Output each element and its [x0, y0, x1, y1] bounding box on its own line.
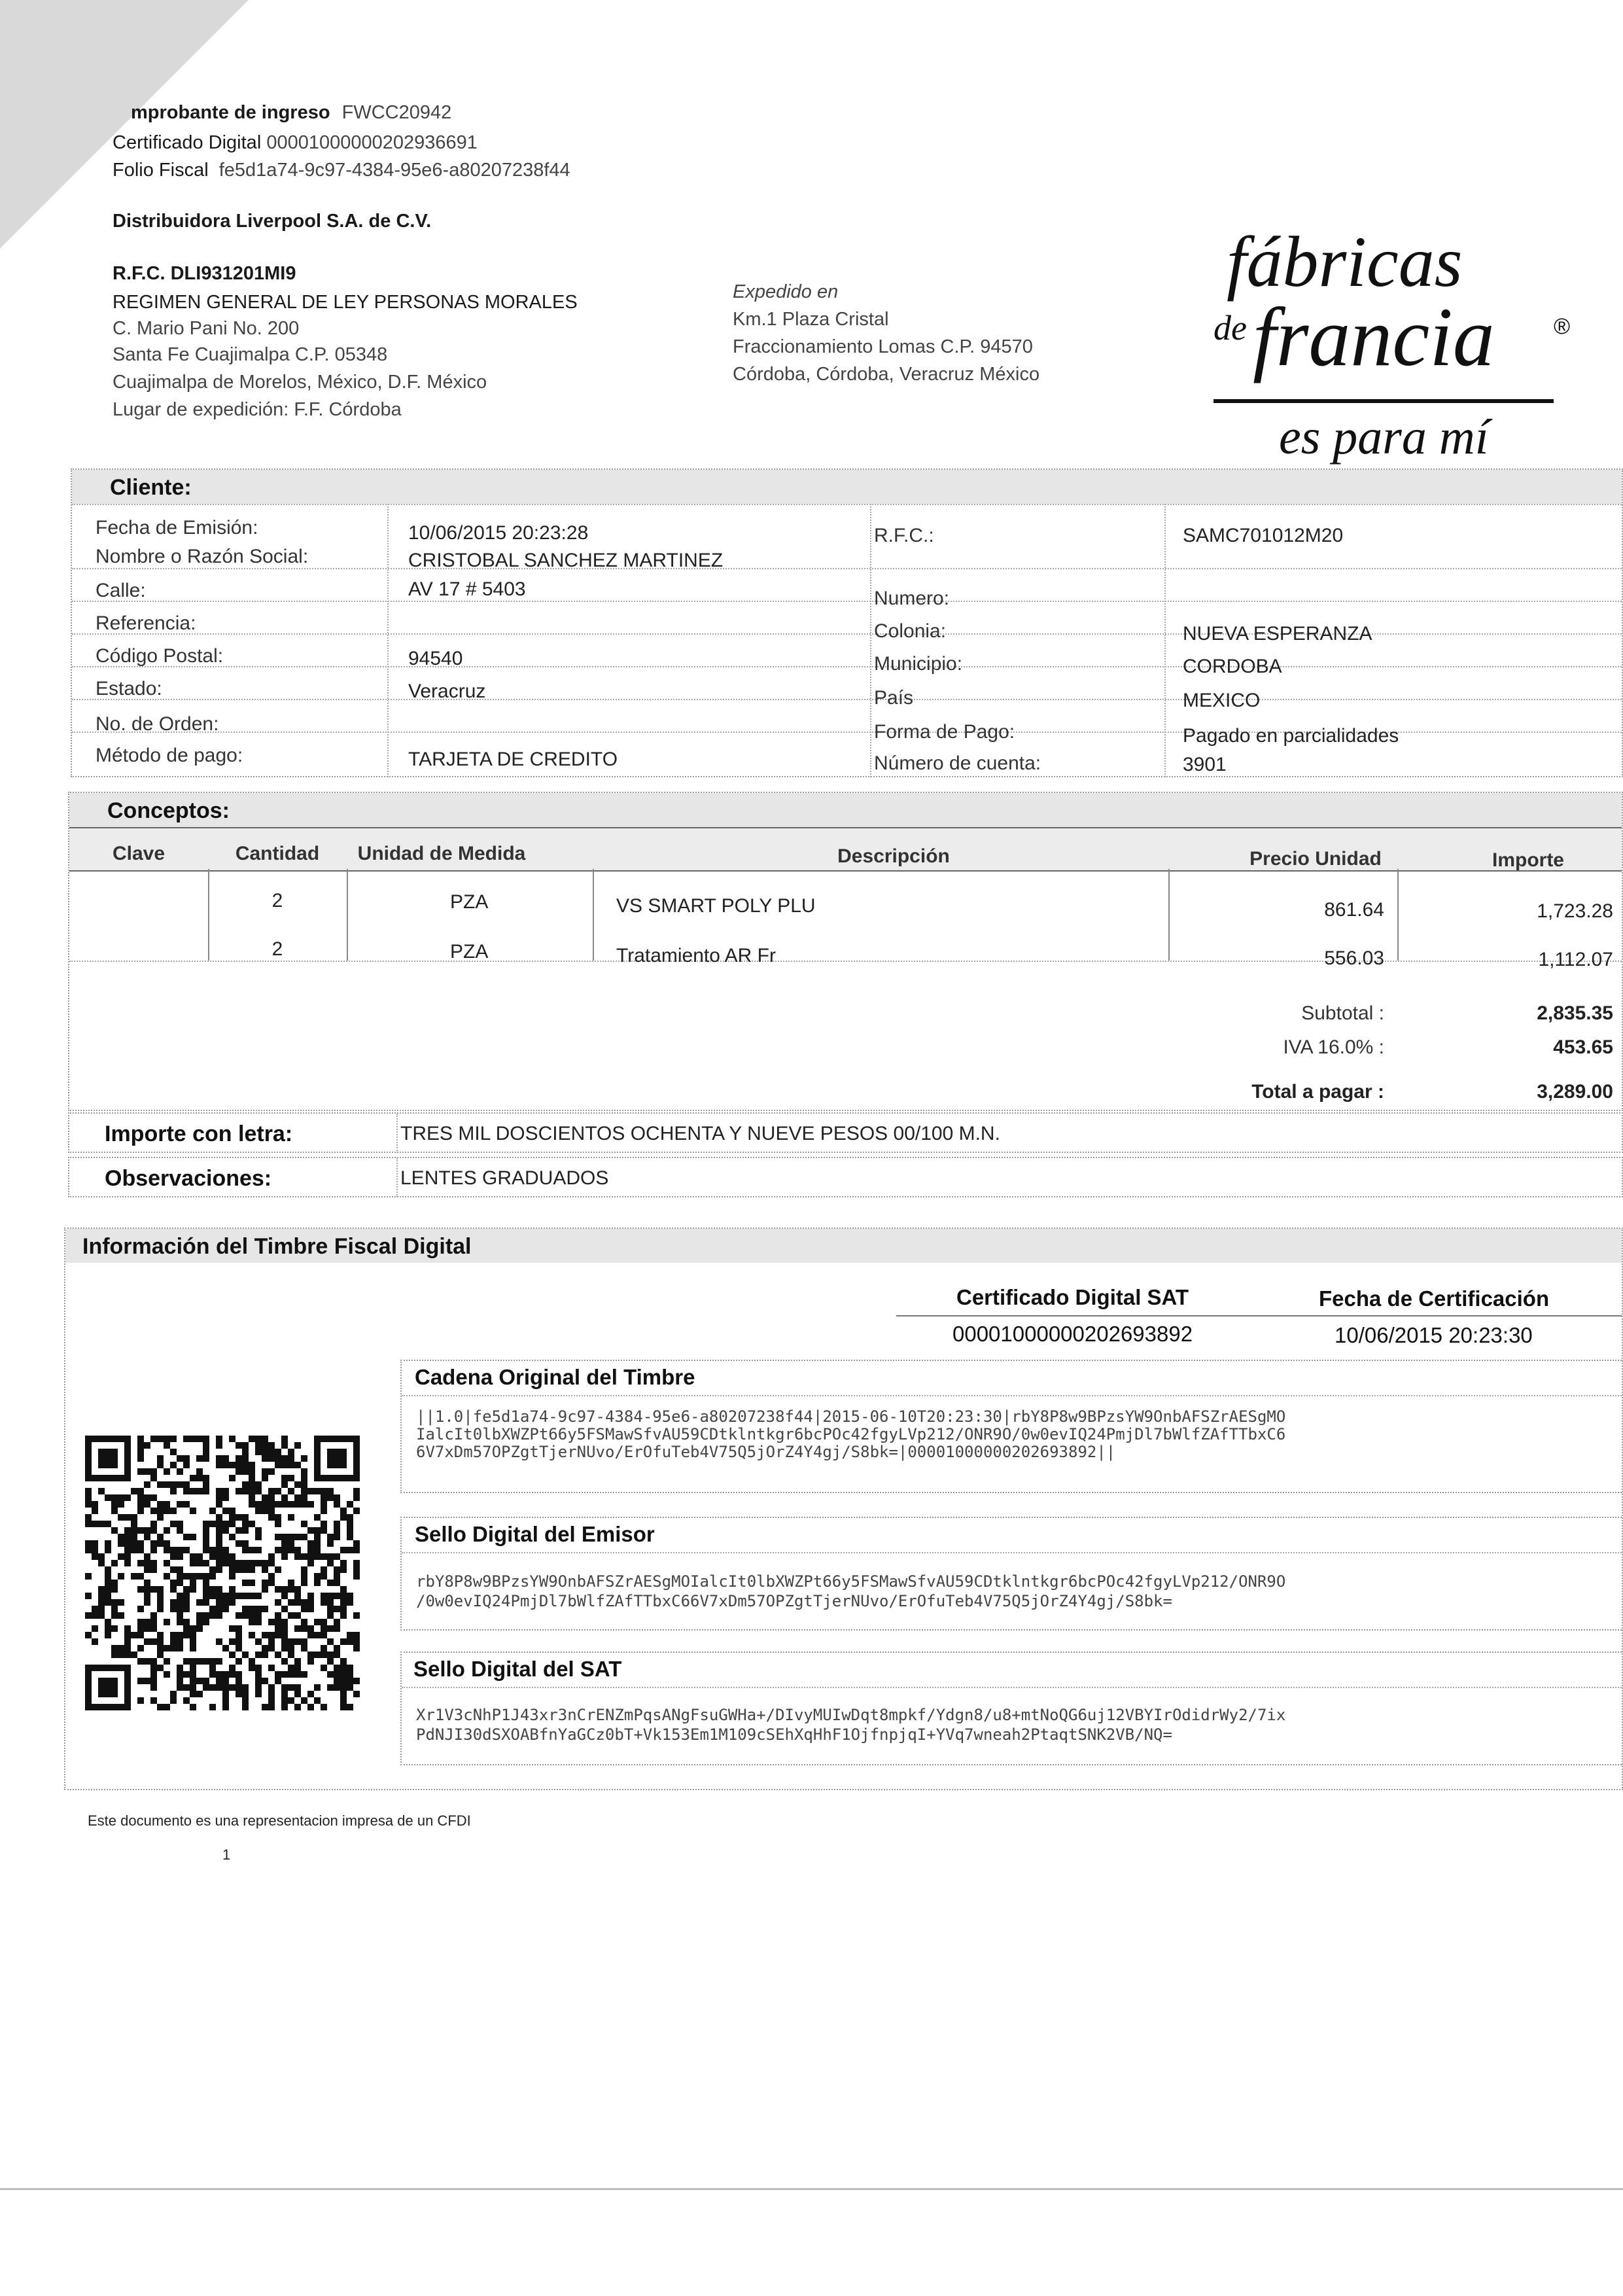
iva-value: 453.65 — [1553, 1036, 1613, 1058]
cliente-header — [72, 470, 1622, 504]
emisor-address-3: Cuajimalpa de Morelos, México, D.F. México — [113, 372, 487, 393]
folio-line — [113, 158, 570, 182]
iva-label: IVA 16.0% : — [1283, 1036, 1384, 1058]
cliente-title: Cliente: — [110, 475, 192, 500]
concepto-2-importe: 1,112.07 — [1538, 949, 1613, 970]
sello-emisor-line-1: rbY8P8w9BPzsYW9OnbAFSZrAESgMOIalcIt0lbXWZPt66y5FSMawSfvAU59CDtklntkgr6bcPOc42fgyLVp212/ONR9O — [416, 1573, 1286, 1591]
municipio-label: Municipio: — [874, 653, 963, 675]
razon-social-value: CRISTOBAL SANCHEZ MARTINEZ — [408, 550, 724, 571]
divider — [72, 504, 1622, 505]
no-orden-label: No. de Orden: — [96, 713, 219, 735]
cadena-original-line-2: IalcIt0lbXWZPt66y5FSMawSfvAU59CDtklntkgr6bcPOc42fgyLVp212/ONR9O/0w0evIQ24PmjDl7bWlfZAfTTbxC6 — [416, 1426, 1286, 1443]
conceptos-header — [69, 793, 1622, 827]
expedido-title: Expedido en — [733, 281, 839, 302]
divider — [402, 1687, 1622, 1688]
divider — [402, 1395, 1622, 1396]
timbre-section — [64, 1227, 1623, 1790]
pais-value: MEXICO — [1183, 690, 1261, 711]
divider — [72, 666, 1622, 667]
divider — [896, 1315, 1622, 1316]
divider — [347, 869, 348, 961]
estado-label: Estado: — [96, 678, 162, 699]
rfc-cliente-value: SAMC701012M20 — [1183, 525, 1344, 546]
divider — [593, 869, 594, 961]
importe-letra-value: TRES MIL DOSCIENTOS OCHENTA Y NUEVE PESOS 00/100 M.N. — [400, 1123, 1000, 1144]
subtotal-value: 2,835.35 — [1537, 1002, 1613, 1024]
emisor-regimen: REGIMEN GENERAL DE LEY PERSONAS MORALES — [113, 292, 578, 313]
expedido-line-3: Córdoba, Córdoba, Veracruz México — [733, 364, 1040, 385]
concepto-1-cantidad: 2 — [271, 890, 283, 911]
sello-emisor-title: Sello Digital del Emisor — [415, 1522, 655, 1546]
numero-cuenta-value: 3901 — [1183, 754, 1227, 775]
forma-pago-value: Pagado en parcialidades — [1183, 725, 1399, 747]
fecha-emision-label: Fecha de Emisión: — [96, 517, 258, 539]
rfc-cliente-label: R.F.C.: — [874, 525, 934, 546]
importe-letra-label: Importe con letra: — [105, 1122, 293, 1146]
fabricas-de-francia-logo — [1213, 222, 1580, 478]
numero-cuenta-label: Número de cuenta: — [874, 752, 1041, 774]
logo-fabricas: fábricas — [1227, 222, 1463, 302]
qr-code — [85, 1436, 360, 1710]
fecha-cert-label: Fecha de Certificación — [1319, 1286, 1550, 1311]
codigo-postal-value: 94540 — [408, 648, 463, 669]
concepto-1-descripcion: VS SMART POLY PLU — [616, 895, 816, 917]
sello-emisor-line-2: /0w0evIQ24PmjDl7bWlfZAfTTbxC66V7xDm57OPZgtTjerNUvo/ErOfuTeb4V75Q5jOrZ4Y4gj/S8bk= — [416, 1593, 1172, 1610]
divider — [402, 1552, 1622, 1553]
conceptos-title: Conceptos: — [107, 798, 230, 823]
cadena-original-line-3: 6V7xDm57OPZgtTjerNUvo/ErOfuTeb4V75Q5jOrZ4Y4gj/S8bk=|00001000000202693892|| — [416, 1443, 1116, 1461]
colonia-value: NUEVA ESPERANZA — [1183, 623, 1372, 645]
concepto-1-unidad: PZA — [450, 891, 489, 913]
page-number: 1 — [222, 1846, 231, 1863]
expedido-line-1: Km.1 Plaza Cristal — [733, 309, 889, 330]
fecha-cert-value: 10/06/2015 20:23:30 — [1335, 1323, 1533, 1347]
col-importe: Importe — [1492, 849, 1564, 871]
divider — [72, 633, 1622, 635]
timbre-title: Información del Timbre Fiscal Digital — [82, 1234, 472, 1259]
emisor-address-1: C. Mario Pani No. 200 — [113, 318, 300, 339]
logo-francia: francia — [1253, 291, 1495, 383]
cert-sat-value: 00001000000202693892 — [952, 1322, 1193, 1346]
company-name: Distribuidora Liverpool S.A. de C.V. — [113, 211, 432, 232]
lugar-expedicion: Lugar de expedición: F.F. Córdoba — [113, 399, 402, 420]
col-cantidad: Cantidad — [235, 843, 320, 864]
concepto-1-importe: 1,723.28 — [1537, 900, 1613, 922]
divider — [1168, 869, 1170, 961]
conceptos-section — [68, 792, 1623, 1111]
sello-emisor-box — [400, 1517, 1622, 1631]
comprobante-value: FWCC20942 — [341, 102, 452, 123]
concepto-2-cantidad: 2 — [271, 938, 283, 960]
col-unidad: Unidad de Medida — [357, 843, 526, 864]
observaciones-row — [68, 1157, 1623, 1197]
divider — [870, 504, 871, 777]
col-clave: Clave — [112, 843, 166, 864]
fecha-emision-value: 10/06/2015 20:23:28 — [408, 522, 589, 544]
logo-tagline: es para mí — [1279, 410, 1489, 465]
calle-value: AV 17 # 5403 — [408, 578, 526, 600]
cadena-original-box — [400, 1360, 1622, 1493]
logo-registered: ® — [1554, 314, 1571, 339]
divider — [396, 1158, 398, 1197]
divider — [396, 1114, 398, 1153]
cliente-section — [71, 468, 1623, 777]
emisor-rfc: R.F.C. DLI931201MI9 — [113, 263, 296, 284]
comprobante-line — [131, 101, 451, 124]
divider — [1397, 869, 1399, 961]
divider — [72, 699, 1622, 700]
emisor-address-2: Santa Fe Cuajimalpa C.P. 05348 — [113, 344, 388, 365]
calle-label: Calle: — [96, 580, 146, 601]
certificado-label: Certificado Digital — [113, 132, 262, 153]
folio-value: fe5d1a74-9c97-4384-95e6-a80207238f44 — [218, 160, 570, 181]
folio-label: Folio Fiscal — [113, 160, 209, 181]
divider — [72, 601, 1622, 602]
comprobante-label: mprobante de ingreso — [131, 102, 330, 123]
logo-de: de — [1213, 308, 1247, 347]
concepto-2-precio: 556.03 — [1324, 947, 1384, 969]
importe-letra-row — [68, 1112, 1623, 1153]
pais-label: País — [874, 687, 914, 709]
razon-social-label: Nombre o Razón Social: — [96, 546, 309, 567]
divider — [1164, 504, 1166, 777]
divider — [72, 568, 1622, 569]
total-label: Total a pagar : — [1251, 1081, 1384, 1103]
col-descripcion: Descripción — [837, 845, 950, 867]
col-precio-unidad: Precio Unidad — [1249, 848, 1382, 870]
certificado-value: 00001000000202936691 — [266, 132, 478, 153]
metodo-pago-value: TARJETA DE CREDITO — [408, 749, 618, 770]
logo-rule — [1213, 399, 1554, 403]
expedido-line-2: Fraccionamiento Lomas C.P. 94570 — [733, 336, 1033, 357]
metodo-pago-label: Método de pago: — [96, 745, 243, 766]
sello-sat-title: Sello Digital del SAT — [413, 1657, 622, 1681]
concepto-2-unidad: PZA — [450, 941, 489, 963]
divider — [69, 961, 1622, 962]
scan-edge — [0, 2188, 1623, 2190]
certificado-line — [113, 131, 478, 154]
subtotal-label: Subtotal : — [1301, 1002, 1384, 1024]
sello-sat-box — [400, 1651, 1622, 1765]
total-value: 3,289.00 — [1537, 1081, 1613, 1103]
cadena-original-title: Cadena Original del Timbre — [415, 1365, 695, 1389]
colonia-label: Colonia: — [874, 620, 947, 642]
concepto-1-precio: 861.64 — [1324, 899, 1384, 921]
forma-pago-label: Forma de Pago: — [874, 721, 1015, 743]
municipio-value: CORDOBA — [1183, 656, 1282, 677]
codigo-postal-label: Código Postal: — [96, 645, 224, 667]
cert-sat-label: Certificado Digital SAT — [956, 1285, 1189, 1309]
sello-sat-line-2: PdNJI30dSXOABfnYaGCz0bT+Vk153Em1M109cSEhXqHhF1OjfnpjqI+YVq7wneah2PtaqtSNK2VB/NQ= — [416, 1726, 1172, 1744]
sello-sat-line-1: Xr1V3cNhP1J43xr3nCrENZmPqsANgFsuGWHa+/DIvyMUIwDqt8mpkf/Ydgn8/u8+mtNoQG6uj12VBYIrOdidrWy2/7ix — [416, 1706, 1286, 1724]
divider — [387, 504, 389, 777]
referencia-label: Referencia: — [96, 612, 196, 634]
numero-label: Numero: — [874, 588, 950, 609]
observaciones-label: Observaciones: — [105, 1166, 272, 1191]
estado-value: Veracruz — [408, 680, 486, 702]
observaciones-value: LENTES GRADUADOS — [400, 1167, 609, 1189]
concepto-2-descripcion: Tratamiento AR Fr — [616, 945, 776, 966]
footer-note: Este documento es una representacion impresa de un CFDI — [88, 1812, 471, 1829]
cadena-original-line-1: ||1.0|fe5d1a74-9c97-4384-95e6-a80207238f44|2015-06-10T20:23:30|rbY8P8w9BPzsYW9OnbAFSZrAESgMO — [416, 1408, 1286, 1426]
